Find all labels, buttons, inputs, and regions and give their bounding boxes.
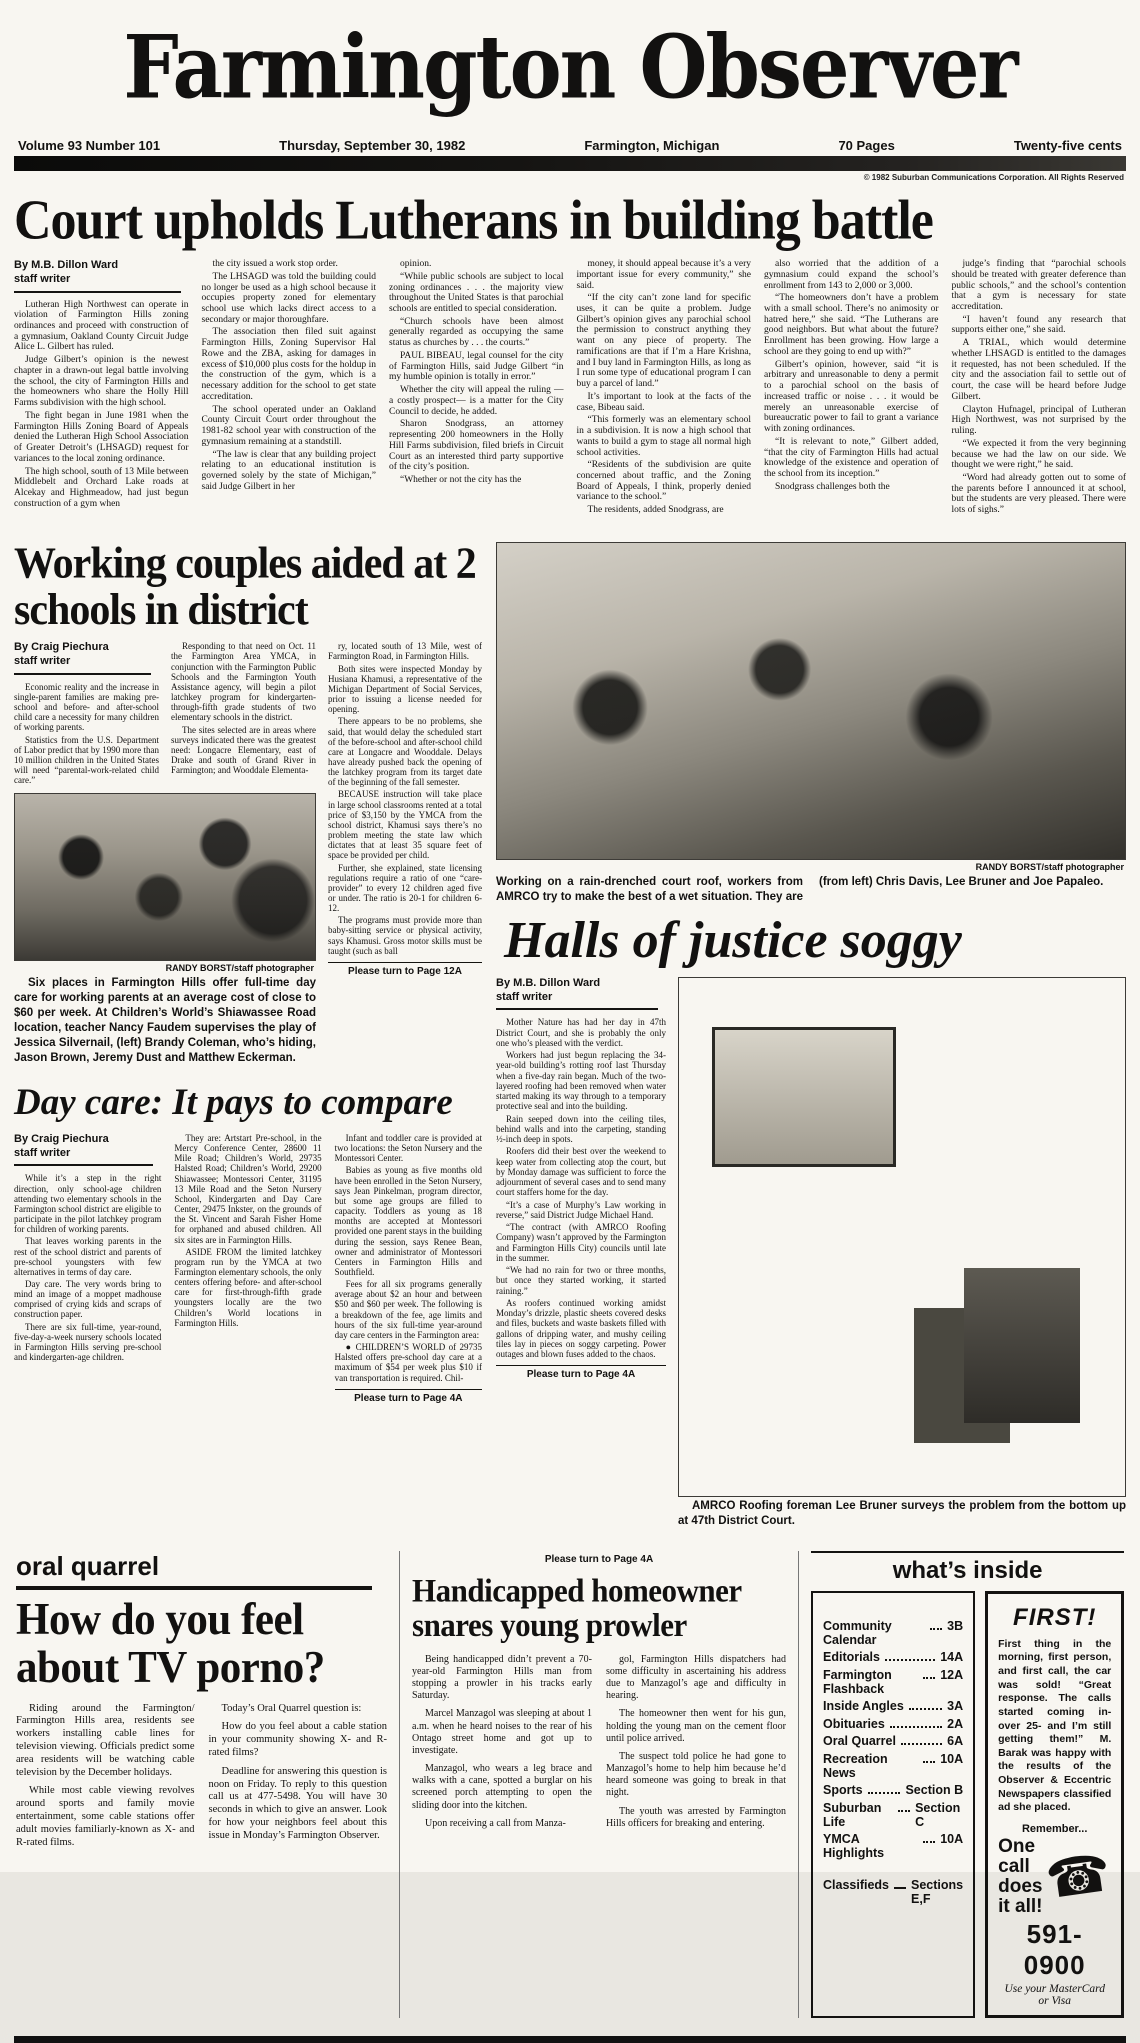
prowler-story <box>399 1551 799 2018</box>
prowler-headline: Handicapped homeowner snares young prowler <box>412 1571 742 1644</box>
playground-photo <box>14 793 316 961</box>
article-column <box>764 259 939 518</box>
index-item-label: Classifieds <box>823 1878 890 1893</box>
index-item <box>823 1650 963 1664</box>
index-item-page: 3A <box>947 1699 964 1714</box>
paragraph: As roofers continued working amidst Monday’s drizzle, plastic sheets covered desks and files, buckets and waste baskets filled with gallons of dripping water, and mushy ceiling tiles lay in pieces on soggy carpeting. Power outages and blown fuses added to the chaos. <box>496 1297 666 1360</box>
article-column <box>328 641 482 1066</box>
index-item-label: Community Calendar <box>823 1618 892 1647</box>
paragraph: “Word had already gotten out to some of the parents before I announced it at school, but the students are very pleased. There were lots of sighs.” <box>951 472 1126 516</box>
ad-phone-number: 591-0900 <box>1023 1918 1086 1980</box>
paragraph: Responding to that need on Oct. 11 the Farmington Area YMCA, in conjunction with the Farmington Public Schools and the Farmington Youth Assistance agency, will begin a pilot latchkey program for kindergarten-through-fifth grade students of two elementary schools in the district. <box>171 641 316 723</box>
volume-label: Volume 93 Number 101 <box>18 138 161 153</box>
paragraph: judge’s finding that “parochial schools should be treated with greater deference than public schools,” and the school’s contention that a gym is necessary for state accreditation. <box>951 259 1126 312</box>
paragraph: “Whether or not the city has the <box>400 474 522 485</box>
index-item-page: Sections E,F <box>911 1878 964 1907</box>
ad-slogan-line2: does it all! <box>998 1875 1043 1917</box>
middle-band <box>14 539 1126 1529</box>
paragraph: “The law is clear that any building project relating to an educational institution is governed solely by the state of Michigan,” said Judge Gilbert in her <box>201 449 376 492</box>
location-label: Farmington, Michigan <box>584 138 720 153</box>
courtroom-interior-photo <box>678 977 1126 1497</box>
paragraph: Working on a rain-drenched court roof, workers from AMRCO try to make the best of a wet situation. They are (from left) Chris Davis, Lee Bruner and Joe Papaleo. <box>496 875 1104 903</box>
oral-quarrel-tab: oral quarrel <box>16 1551 372 1590</box>
paragraph: They are: Artstart Pre-school, in the Mercy Conference Center, 28600 11 Mile Road; Children’s World, 29735 Halsted Road; Children’s World, 29200 Shiawassee; Montessori Center, 31195 13 Mile Road and the Seton Nursery School, Kindergarten and Day Care Center, 29475 Inkster, on the grounds of the St. Vincent and Sarah Fisher Home for orphaned and abused children. All six sites are in Farmington Hills. <box>174 1132 322 1245</box>
article-column <box>389 259 564 518</box>
byline-author: By Craig Piechura <box>14 641 109 654</box>
middle-right-stack <box>496 542 1126 1529</box>
dot-leader <box>901 1736 942 1745</box>
paragraph: Snodgrass challenges both the <box>775 481 890 492</box>
index-item-label: YMCA Highlights <box>823 1832 885 1861</box>
telephone-icon: ☎ <box>1042 1843 1115 1911</box>
dot-leader <box>923 1834 935 1843</box>
dot-leader <box>930 1621 942 1630</box>
paragraph: “The homeowners don’t have a problem with a small school. There’s no animosity or hatred here,” she said. “The Lutherans are good neighbors. But what about the future? Enrollment has been growing. How large a school are they going to end up with?” <box>764 293 939 357</box>
paragraph: Sharon Snodgrass, an attorney representing 200 homeowners in the Holly Hill Farms subdivision, filed briefs in Circuit Court as an interested third party supportive of the city’s position. <box>389 419 564 473</box>
ad-slogan-line1: One call <box>998 1836 1036 1877</box>
paragraph: gol, Farmington Hills dispatchers had some difficulty in ascertaining his address due to Manzagol’s age and difficulty in hearing. <box>606 1653 786 1702</box>
continuation-note: Please turn to Page 4A <box>544 1553 654 1565</box>
index-item <box>823 1801 963 1829</box>
paragraph: “The contract (with AMRCO Roofing Company) wasn’t approved by the Farmington and Farmington Hills City) councils until late in the summer. <box>496 1222 666 1263</box>
day-care-headline: Day care: It pays to compare <box>14 1081 453 1123</box>
article-column <box>209 1703 388 1856</box>
lead-headline: Court upholds Lutherans in building battle <box>14 189 933 252</box>
continuation-note: Please turn to Page 4A <box>496 1365 666 1380</box>
index-item-label: Obituaries <box>823 1716 885 1731</box>
paragraph: How do you feel about a cable station in your community showing X- and R-rated films? <box>208 1721 387 1758</box>
index-item-page: 14A <box>940 1650 964 1665</box>
whats-inside-title: what’s inside <box>811 1551 1124 1591</box>
paragraph: Rain seeped down into the ceiling tiles, behind walls and into the carpeting, standing ½-inch deep in spots. <box>496 1113 666 1145</box>
paragraph: AMRCO Roofing foreman Lee Bruner surveys the problem from the bottom up at 47th District Court. <box>678 1499 1126 1527</box>
index-item <box>823 1734 963 1748</box>
paragraph: opinion. <box>400 259 432 270</box>
paragraph: The LHSAGD was told the building could no longer be used as a high school because it occupies property zoned for elementary school use which lacks direct access to a secondary or major thoroughfare. <box>201 271 376 325</box>
paragraph: ASIDE FROM the limited latchkey program run by the YMCA at two Farmington elementary schools, the only centers offering before- and after-school care for first-through-fifth grade youngsters locally are the two Children’s World locations in Farmington Hills. <box>174 1246 322 1328</box>
continuation-note: Please turn to Page 4A <box>335 1389 482 1404</box>
paragraph: The residents, added Snodgrass, are <box>587 505 724 516</box>
byline-author: By M.B. Dillon Ward <box>496 976 601 989</box>
paragraph: also worried that the addition of a gymnasium could expand the school’s enrollment from 143 to 2,000 or 3,000. <box>764 259 939 291</box>
byline-rule <box>496 1008 658 1010</box>
paragraph: Lutheran High Northwest can operate in violation of Farmington Hills zoning ordinances and proceed with construction of a gymnasium, Oakland County Circuit Judge Alice L. Gilbert has ruled. <box>14 299 189 353</box>
paragraph: “Church schools have been almost generally regarded as occupying the same status as churches by . . . the courts.” <box>389 316 564 349</box>
ad-slogan <box>998 1837 1042 1917</box>
paragraph: ry, located south of 13 Mile, west of Farmington Road, in Farmington Hills. <box>328 641 482 662</box>
bottom-rule <box>14 2036 1126 2043</box>
paragraph: “It is relevant to note,” Gilbert added, “that the city of Farmington Hills had actual knowledge of the existence and operation of the school from its inception.” <box>764 436 939 479</box>
paragraph: Day care. The very words bring to mind an image of a moppet madhouse comprised of crying kids and scraps of construction paper. <box>14 1279 162 1320</box>
article-column <box>335 1133 482 1404</box>
paragraph: The school operated under an Oakland County Circuit Court order throughout the 1981-82 school year with construction of the gymnasium remaining at a standstill. <box>201 404 376 447</box>
article-column <box>496 977 666 1497</box>
middle-left-stack <box>14 539 482 1529</box>
paragraph: The sites selected are in areas where surveys indicated there was the greatest need: Longacre Elementary, east of Drake and south of Grand River in Farmington; and Wooddale Elementa- <box>171 724 316 776</box>
court-roof-photo <box>496 542 1126 860</box>
paragraph: While it’s a step in the right direction, only school-age children attending two elementary schools in the Farmington school district are eligible to participate in the pilot latchkey program for children of working parents. <box>14 1173 162 1235</box>
article-column <box>14 259 189 518</box>
masthead-title: Farmington Observer <box>123 16 1017 119</box>
paragraph: money, it should appeal because it’s a very important issue for every community,” she said. <box>576 259 751 291</box>
oral-quarrel-feature <box>14 1551 399 2018</box>
article-column <box>16 1703 195 1856</box>
dash-leader <box>894 1883 906 1889</box>
paragraph: The programs must provide more than baby-sitting service or physical activity, says Khamusi. Gross motor skills must be taught (such as ball <box>328 915 482 956</box>
article-column <box>202 259 377 518</box>
paragraph: Economic reality and the increase in single-parent families are making pre-school and before- and after-school child care a necessity for many children of working parents. <box>14 681 159 733</box>
copyright-label: © 1982 Suburban Communications Corporation. All Rights Reserved <box>863 173 1124 182</box>
index-item <box>823 1699 963 1713</box>
article-column <box>171 641 316 787</box>
index-item-label: Editorials <box>823 1650 880 1665</box>
index-item-page: 10A <box>940 1832 964 1847</box>
index-item-page: 12A <box>940 1667 964 1682</box>
article-column <box>577 259 752 518</box>
paragraph: The high school, south of 13 Mile between Middlebelt and Orchard Lake roads at Alcekay and Highmeadow, had just begun construction of a gym when <box>14 466 189 509</box>
paragraph: While most cable viewing revolves around sports and family movie entertainment, some cable stations offer adult movies familiarly-known as X- and R-rated films. <box>16 1785 195 1848</box>
paragraph: “It’s a case of Murphy’s Law working in reverse,” said District Judge Michael Hand. <box>496 1199 666 1220</box>
bottom-band <box>14 1551 1126 2018</box>
paragraph: Six places in Farmington Hills offer full-time day care for working parents at an average cost of close to $60 per week. At Children’s World’s Shiawassee Road location, teacher Nancy Faudem supervises the play of Jessica Silvernail, (left) Brandy Coleman, who’s hiding, Jason Brown, Jeremy Dust and Matthew Eckerman. <box>14 977 316 1065</box>
paragraph: Both sites were inspected Monday by Husiana Khamusi, a representative of the Michigan Department of Social Services, prior to issuing a license needed for opening. <box>328 663 482 715</box>
continuation-note: Please turn to Page 12A <box>328 962 482 977</box>
paragraph: The homeowner then went for his gun, holding the young man on the cement floor until police arrived. <box>606 1708 786 1744</box>
dot-leader <box>890 1719 942 1728</box>
byline-role: staff writer <box>14 655 71 668</box>
date-label: Thursday, September 30, 1982 <box>279 138 466 153</box>
paragraph: “While public schools are subject to local zoning ordinances . . . the majority view throughout the United States is that parochial schools are entitled to special consideration. <box>389 271 564 314</box>
paragraph: PAUL BIBEAU, legal counsel for the city of Farmington Hills, said Judge Gilbert “in my humble opinion is totally in error.” <box>389 350 564 383</box>
index-item-label: Sports <box>823 1783 863 1798</box>
paragraph: Workers had just begun replacing the 34-year-old building’s rotting roof last Thursday when a five-day rain began. Much of the two-layered roofing had been removed when water started making its way through to a temporary protective seal and into the building. <box>496 1050 666 1112</box>
article-column <box>14 641 159 787</box>
paragraph: Judge Gilbert’s opinion is the newest chapter in a drawn-out legal battle involving the school, the city of Farmington Hills and the homeowners who share the Holly Hill Farms subdivision with the high school. <box>14 355 189 409</box>
paragraph: Manzagol, who wears a leg brace and walks with a cane, spotted a burglar on his screened porch attempting to open the sliding door into the kitchen. <box>412 1763 592 1811</box>
paragraph: There appears to be no problems, she said, that would delay the scheduled start of the before-school and after-school child care at Longacre and Wooddale. Delays have already pushed back the opening of the latchkey program from its target date of the beginning of the fall semester. <box>328 716 482 788</box>
paragraph: Marcel Manzagol was sleeping at about 1 a.m. when he heard noises to the rear of his Ontago street home and got up to investigate. <box>412 1708 592 1756</box>
dot-leader <box>909 1701 942 1710</box>
day-care-story <box>14 1081 482 1404</box>
classified-ad-box <box>985 1591 1124 2018</box>
index-item-label: Oral Quarrel <box>823 1734 896 1749</box>
index-item-page: 10A <box>940 1751 964 1766</box>
byline-role: staff writer <box>14 1146 71 1159</box>
paragraph: The association then filed suit against Farmington Hills, Zoning Supervisor Hal Rowe and the ZBA, asking for damages in excess of $10,000 plus costs for the holdup in the construction of the gym, which is a necessary addition for the school to get state accreditation. <box>201 327 376 402</box>
index-item <box>823 1783 963 1797</box>
index-item <box>823 1619 963 1647</box>
dot-leader <box>898 1803 910 1812</box>
paragraph: the city issued a work stop order. <box>212 259 338 270</box>
byline-author: By M.B. Dillon Ward <box>14 259 119 272</box>
tv-porno-headline: How do you feel about TV porno? <box>16 1594 325 1693</box>
byline-role: staff writer <box>14 272 71 285</box>
paragraph: Babies as young as five months old have been enrolled in the Seton Nursery, says Jean Pinkelman, program director, but some age groups are filled to capacity. Toddlers as young as 18 months are accepted at Montessori provided one parent stays in the building during the session, says Renee Bean, owner and administrator of Montessori Centers in Farmington Hills and Southfield. <box>334 1165 482 1277</box>
paragraph: “This formerly was an elementary school in a subdivision. It is now a high school that wants to build a gym to stage all normal high school activities. <box>576 415 751 458</box>
byline-rule <box>14 1164 153 1166</box>
photo-credit: RANDY BORST/staff photographer <box>975 861 1124 872</box>
paragraph: Being handicapped didn’t prevent a 70-year-old Farmington Hills man from stopping a prowler in his tracks early Saturday. <box>412 1653 592 1702</box>
index-box <box>811 1591 975 2018</box>
index-item-page: 6A <box>947 1734 964 1749</box>
paragraph: “We had no rain for two or three months, but once they started working, it started raining.” <box>496 1265 666 1296</box>
ad-payment-note: Use your MasterCard or Visa <box>1004 1982 1105 2007</box>
paragraph: It’s important to look at the facts of the case, Bibeau said. <box>576 391 751 413</box>
working-couples-headline: Working couples aided at 2 schools in district <box>14 539 476 634</box>
index-item-label: Suburban Life <box>823 1800 882 1829</box>
dot-leader <box>923 1754 935 1763</box>
photo-caption <box>14 976 316 1066</box>
index-item-label: Inside Angles <box>823 1699 904 1714</box>
article-column <box>952 259 1127 518</box>
paragraph: The fight began in June 1981 when the Farmington Hills Zoning Board of Appeals denied the Lutheran High School Association of Greater Detroit’s (LHSAGD) request for variances to the local zoning ordinance. <box>14 410 189 464</box>
paragraph: The youth was arrested by Farmington Hills officers for breaking and entering. <box>606 1805 786 1829</box>
ad-title: FIRST! <box>1013 1603 1097 1631</box>
ad-remember: Remember... <box>1021 1823 1088 1835</box>
ad-body: First thing in the morning, first person, and first call, the car was sold! “Great response. The calls started coming in-over 25- and I’m still getting them!” M. Barak was happy with the results of the Observer & Eccentric Newspapers classified ad she placed. <box>998 1637 1112 1814</box>
paragraph: “If the city can’t zone land for specific uses, it can be quite a problem. Judge Gilbert’s opinion gives any parochial school the permission to construct anything they want on any piece of property. The ramifications are that if I’m a Hare Krishna, and I buy land in Farmington Hills, as long as I run some type of educational program I can buy a parcel of land.” <box>576 293 751 390</box>
paragraph: Deadline for answering this question is noon on Friday. To reply to this question call us at 477-5498. You will have 30 seconds in which to give an answer. Look for how your neighbors feel about this issue in Monday’s Farmington Observer. <box>208 1765 387 1841</box>
paragraph: That leaves working parents in the rest of the school district and parents of pre-school youngsters with few alternatives in terms of day care. <box>14 1236 162 1277</box>
paragraph: A TRIAL, which would determine whether LHSAGD is entitled to the damages it requested, has not been scheduled. If the city and the association fail to settle out of court, the case will be heard before Judge Gilbert. <box>951 338 1126 402</box>
article-column <box>606 1654 786 1836</box>
dot-leader <box>885 1652 935 1661</box>
paragraph: BECAUSE instruction will take place in large school classrooms rented at a total price of $3,150 by the YMCA from the school district, Khamusi says there’s no problem meeting the state law which dictates that at least 35 square feet of space be provided per child. <box>328 789 482 861</box>
price-label: Twenty-five cents <box>1013 138 1122 153</box>
paragraph: Mother Nature has had her day in 47th District Court, and she is probably the only one who’s pleased with the verdict. <box>496 1017 666 1048</box>
index-item-page: Section B <box>905 1783 964 1798</box>
paragraph: Further, she explained, state licensing regulations require a ratio of one “care-provider” to every 12 children aged five or under. The ratio is 20-1 for children 6-12. <box>328 862 482 914</box>
paragraph: “I haven’t found any research that supports either one,” she said. <box>951 314 1126 336</box>
info-bar <box>14 138 1126 156</box>
paragraph: ● CHILDREN’S WORLD of 29735 Halsted offers pre-school day care at a maximum of $54 per week plus $10 if van transportation is required. Chil- <box>334 1342 482 1383</box>
paragraph: Riding around the Farmington/ Farmington Hills area, residents see workers installing cable lines for television viewing. Officials predict some area residents will be watching cable television by the December holidays. <box>16 1702 195 1778</box>
working-couples-story <box>14 539 482 1066</box>
halls-headline: Halls of justice soggy <box>504 911 962 969</box>
index-item <box>823 1668 963 1696</box>
index-item-page: 3B <box>947 1618 964 1633</box>
index-item <box>823 1878 963 1906</box>
byline-rule <box>14 291 181 293</box>
index-item <box>823 1752 963 1780</box>
paragraph: There are six full-time, year-round, five-day-a-week nursery schools located in Farmington Hills serving pre-school and kindergarten-age children. <box>14 1321 162 1363</box>
paragraph: Fees for all six programs generally average about $2 an hour and between $50 and $60 per week. The following is a breakdown of the fee, age limits and hours of the six full-time year-around day care centers in the Farmington area: <box>334 1279 482 1340</box>
masthead-divider-bar <box>14 156 1126 171</box>
photo-caption <box>678 1499 1126 1529</box>
photo-credit: RANDY BORST/staff photographer <box>165 963 314 974</box>
index-item-label: Recreation News <box>823 1751 888 1780</box>
paragraph: Infant and toddler care is provided at two locations: the Seton Nursery and the Montessori Center. <box>334 1132 482 1164</box>
article-column <box>14 1133 161 1404</box>
paragraph: Whether the city will appeal the ruling — a costly prospect— is a matter for the City Council to decide, he added. <box>389 385 564 417</box>
paragraph: “Residents of the subdivision are quite concerned about traffic, and the Zoning Board of Appeals, I think, properly denied variance to the school.” <box>576 460 751 503</box>
paragraph: “We expected it from the very beginning because we had the law on our side. We thought we were right,” he said. <box>951 438 1126 471</box>
dot-leader <box>923 1670 935 1679</box>
paragraph: Gilbert’s opinion, however, said “it is arbitrary and unreasonable to deny a permit to a parochial school on the basis of increased traffic or noise . . . it would be merely an unreasonable exercise of bureaucratic power to fail to grant a variance with zoning ordinances. <box>764 359 939 435</box>
pages-label: 70 Pages <box>838 138 895 153</box>
index-item-page: 2A <box>947 1716 964 1731</box>
lead-story <box>14 189 1126 518</box>
index-item-label: Farmington Flashback <box>823 1667 892 1696</box>
paragraph: Roofers did their best over the weekend to keep water from collecting atop the court, but by Monday damage was sufficient to force the adjournment of several cases and to send many court staffers home for the day. <box>496 1146 666 1198</box>
index-item <box>823 1832 963 1860</box>
article-column <box>412 1654 592 1836</box>
article-column <box>174 1133 321 1404</box>
index-item <box>823 1717 963 1731</box>
whats-inside-box <box>799 1551 1136 2018</box>
dot-leader <box>868 1785 901 1794</box>
byline-role: staff writer <box>496 990 553 1003</box>
byline-author: By Craig Piechura <box>14 1132 109 1145</box>
photo-caption <box>496 875 1126 905</box>
masthead <box>14 6 1126 119</box>
index-item-page: Section C <box>915 1800 961 1829</box>
paragraph: Clayton Hufnagel, principal of Lutheran High Northwest, was not surprised by the ruling. <box>951 404 1126 437</box>
paragraph: Statistics from the U.S. Department of Labor predict that by 1990 more than 10 million children in the United States will need “parental-work-related child care.” <box>14 734 159 786</box>
paragraph: Today’s Oral Quarrel question is: <box>221 1702 362 1714</box>
byline-rule <box>14 673 151 675</box>
paragraph: The suspect told police he had gone to Manzagol’s home to help him because he’d heard someone was going to break in that night. <box>606 1750 786 1799</box>
paragraph: Upon receiving a call from Manza- <box>425 1817 566 1829</box>
